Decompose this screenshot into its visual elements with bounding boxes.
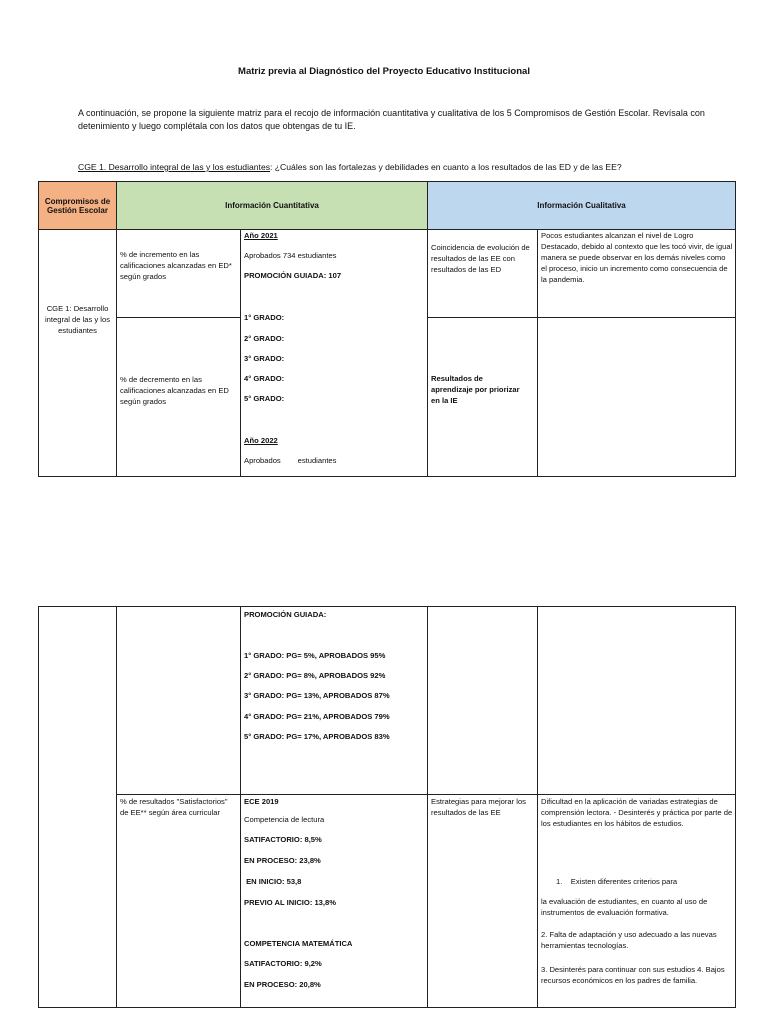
- ece-item-4: PREVIO AL INICIO: 13,8%: [244, 898, 336, 907]
- t2-satisfactorios-label: % de resultados "Satisfactorios" de EE** según área curricular: [120, 797, 228, 817]
- t2-empty-cell-2: [427, 606, 538, 795]
- t2-cge-cell: [38, 606, 117, 1008]
- header-cualitativa: Información Cualitativa: [427, 181, 736, 230]
- t2-promocion: PROMOCIÓN GUIADA:: [244, 610, 327, 619]
- t2-grado-3: 3° GRADO: PG= 13%, APROBADOS 87%: [244, 691, 390, 700]
- resultados-text-cell: [537, 317, 736, 477]
- cge-heading: [78, 162, 758, 172]
- grado-2: 2° GRADO:: [244, 334, 285, 343]
- cge-cell: [38, 229, 117, 477]
- t2-estrategias-cell: [427, 794, 538, 1008]
- page-title: Matriz previa al Diagnóstico del Proyecto Educativo Institucional: [238, 66, 530, 77]
- ece-item-3: EN INICIO: 53,8: [244, 877, 302, 886]
- cge-heading-label: CGE 1. Desarrollo integral de las y los estudiantes: [78, 162, 271, 172]
- anio-2021: Año 2021: [244, 231, 278, 240]
- intro-paragraph: A continuación, se propone la siguiente matriz para el recojo de información cuantitativa y cualitativa de los 5 Compromisos de Gestión Escolar. Revísala con detenimiento y luego complétala con los datos que obtengas de tu IE.: [78, 108, 705, 131]
- resultados-label: Resultados de aprendizaje por priorizar en la IE: [431, 374, 520, 405]
- grado-4: 4° GRADO:: [244, 374, 285, 383]
- header-compromisos: Compromisos de Gestión Escolar: [38, 181, 117, 230]
- ece-title: ECE 2019: [244, 797, 279, 806]
- t2-grado-5: 5° GRADO: PG= 17%, APROBADOS 83%: [244, 732, 390, 741]
- dificultad-text: Dificultad en la aplicación de variadas estrategias de comprensión lectora. - Desinterés y práctica por parte de los estudiantes en los hábitos de estudios.: [541, 797, 733, 828]
- incremento-label: % de incremento en las calificaciones alcanzadas en ED* según grados: [120, 250, 232, 281]
- lista-item-3: 3. Desinterés para continuar con sus estudios 4. Bajos recursos económicos en los padres de familia.: [541, 965, 725, 985]
- t2-grado-1: 1° GRADO: PG= 5%, APROBADOS 95%: [244, 651, 386, 660]
- ece-mat-item-2: EN PROCESO: 20,8%: [244, 980, 321, 989]
- lista-item-1: 1. Existen diferentes criterios para: [556, 877, 678, 886]
- anio-2022: Año 2022: [244, 436, 278, 445]
- t2-empty-cell-3: [537, 606, 736, 795]
- ece-mat-item-1: SATIFACTORIO: 9,2%: [244, 959, 322, 968]
- decremento-label: % de decremento en las calificaciones alcanzadas en ED según grados: [120, 375, 229, 406]
- t2-satisfactorios-cell: [116, 794, 241, 1008]
- coincidencia-label: Coincidencia de evolución de resultados de las EE con resultados de las ED: [431, 243, 530, 274]
- aprobados-2022: Aprobados estudiantes: [244, 456, 337, 465]
- t2-grado-2: 2° GRADO: PG= 8%, APROBADOS 92%: [244, 671, 386, 680]
- t2-empty-cell: [116, 606, 241, 795]
- ece-item-1: SATIFACTORIO: 8,5%: [244, 835, 322, 844]
- t2-grado-4: 4° GRADO: PG= 21%, APROBADOS 79%: [244, 712, 390, 721]
- grado-3: 3° GRADO:: [244, 354, 285, 363]
- lista-item-1b: la evaluación de estudiantes, en cuanto al uso de instrumentos de evaluación formativa.: [541, 897, 708, 917]
- cge-heading-question: : ¿Cuáles son las fortalezas y debilidades en cuanto a los resultados de las ED y de las EE?: [270, 162, 622, 172]
- promocion-2021: PROMOCIÓN GUIADA: 107: [244, 271, 342, 280]
- estrategias-label: Estrategias para mejorar los resultados de las EE: [431, 797, 526, 817]
- ece-lectura: Competencia de lectura: [244, 815, 325, 824]
- cge-label: CGE 1: Desarrollo integral de las y los estudiantes: [44, 304, 110, 335]
- grado-1: 1° GRADO:: [244, 313, 285, 322]
- aprobados-2021: Aprobados 734 estudiantes: [244, 251, 337, 260]
- lista-item-2: 2. Falta de adaptación y uso adecuado a las nuevas herramientas tecnologías.: [541, 930, 717, 950]
- ece-item-2: EN PROCESO: 23,8%: [244, 856, 321, 865]
- header-cuantitativa: Información Cuantitativa: [116, 181, 428, 230]
- grado-5: 5° GRADO:: [244, 394, 285, 403]
- ece-mat: COMPETENCIA MATEMÁTICA: [244, 939, 353, 948]
- coincidencia-text: Pocos estudiantes alcanzan el nivel de Logro Destacado, debido al contexto que les tocó vivir, de igual manera se puede observar en los demás niveles como el proceso, inicio un incremento como consecuencia de la pandemia.: [541, 231, 733, 284]
